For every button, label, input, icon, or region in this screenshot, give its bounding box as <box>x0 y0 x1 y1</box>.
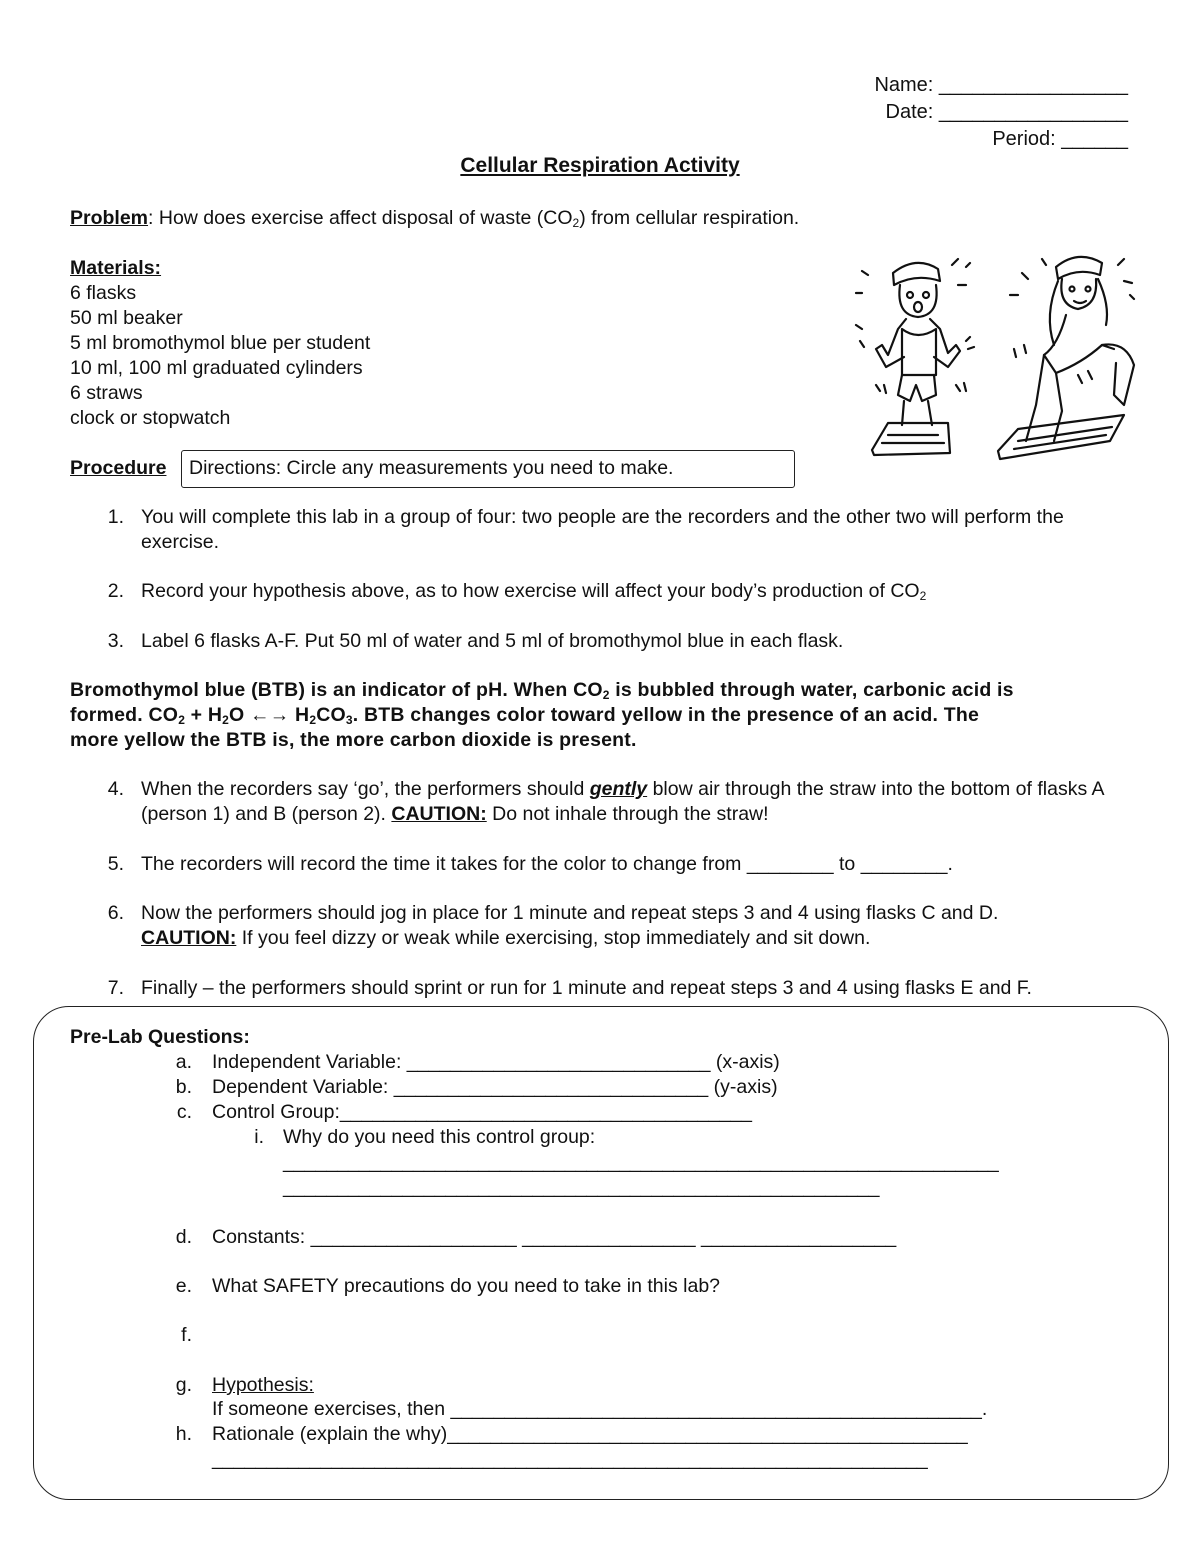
btb-text: formed. CO <box>70 704 179 726</box>
question-letter: b. <box>175 1076 192 1098</box>
step-number: 1. <box>107 506 124 528</box>
material-item: 50 ml beaker <box>70 307 183 329</box>
independent-variable-question[interactable]: Independent Variable: ____________________________ (x-axis) <box>212 1051 780 1073</box>
control-group-why-question: Why do you need this control group: <box>283 1126 596 1148</box>
material-item: 6 flasks <box>70 282 137 304</box>
step-6-text: Now the performers should jog in place for 1 minute and repeat steps 3 and 4 using flasks C and D. <box>141 902 999 924</box>
step-4-main: When the recorders say ‘go’, the performers should <box>141 778 590 800</box>
btb-sub: 2 <box>222 713 230 727</box>
material-item: clock or stopwatch <box>70 407 231 429</box>
problem-sub: 2 <box>572 216 580 230</box>
problem-label: Problem <box>70 207 149 229</box>
btb-line-3: more yellow the BTB is, the more carbon dioxide is present. <box>70 729 637 751</box>
btb-text: is bubbled through water, carbonic acid is <box>609 679 1014 701</box>
problem-text: : How does exercise affect disposal of waste (CO <box>148 207 573 229</box>
question-letter: g. <box>175 1374 192 1396</box>
answer-line[interactable]: __________________________________________________________________ <box>212 1448 928 1470</box>
hypothesis-label: Hypothesis: <box>212 1374 314 1396</box>
btb-text: Bromothymol blue (BTB) is an indicator of pH. When CO <box>70 679 603 701</box>
step-6-caution-line <box>141 926 1141 951</box>
btb-text: O ←→ H <box>229 704 310 726</box>
prelab-title: Pre-Lab Questions: <box>70 1026 250 1048</box>
step-number: 4. <box>107 778 124 800</box>
procedure-label: Procedure <box>70 457 167 479</box>
question-letter: i. <box>254 1126 264 1148</box>
btb-sub: 3 <box>345 713 353 727</box>
answer-line[interactable]: __________________________________________________________________ <box>283 1151 999 1173</box>
btb-line-1 <box>70 678 1014 703</box>
constants-question[interactable]: Constants: ___________________ ________________ __________________ <box>212 1226 897 1248</box>
step-4-text <box>141 777 1141 827</box>
step-number: 6. <box>107 902 124 924</box>
btb-line-2 <box>70 703 979 728</box>
hypothesis-question[interactable]: If someone exercises, then _________________________________________________. <box>212 1398 988 1420</box>
step-5-text: The recorders will record the time it takes for the color to change from ________ to ________. <box>141 853 953 875</box>
step-2-text <box>141 579 1141 604</box>
question-letter: c. <box>176 1101 192 1123</box>
step-2-sub: 2 <box>919 589 927 603</box>
answer-line[interactable]: _______________________________________________________ <box>283 1176 880 1198</box>
step-1-text: You will complete this lab in a group of four: two people are the recorders and the other two will perform the exercise. <box>141 506 1064 553</box>
step-6-caution-text: If you feel dizzy or weak while exercising, stop immediately and sit down. <box>236 927 871 949</box>
control-group-question[interactable]: Control Group:______________________________________ <box>212 1101 753 1123</box>
btb-text: + H <box>185 704 223 726</box>
step-number: 7. <box>107 977 124 999</box>
step-4-end: Do not inhale through the straw! <box>486 803 769 825</box>
step-7-text: Finally – the performers should sprint or run for 1 minute and repeat steps 3 and 4 using flasks E and F. <box>141 977 1032 999</box>
date-field[interactable]: Date: _________________ <box>885 101 1128 123</box>
step-number: 5. <box>107 853 124 875</box>
step-number: 3. <box>107 630 124 652</box>
btb-text: CO <box>316 704 346 726</box>
name-field[interactable]: Name: _________________ <box>874 74 1128 96</box>
step-2-main: Record your hypothesis above, as to how exercise will affect your body’s production of CO <box>141 580 920 602</box>
question-letter: d. <box>175 1226 192 1248</box>
period-field[interactable]: Period: ______ <box>992 128 1128 150</box>
problem-line <box>70 206 799 231</box>
btb-sub: 2 <box>178 713 186 727</box>
materials-label: Materials: <box>70 257 162 279</box>
caution-label: CAUTION: <box>391 803 487 825</box>
step-number: 2. <box>107 580 124 602</box>
question-letter: h. <box>175 1423 192 1445</box>
rationale-question[interactable]: Rationale (explain the why)________________________________________________ <box>212 1423 968 1445</box>
btb-text: . BTB changes color toward yellow in the presence of an acid. The <box>352 704 980 726</box>
caution-label: CAUTION: <box>141 927 237 949</box>
directions-text: Directions: Circle any measurements you need to make. <box>189 457 674 479</box>
safety-question: What SAFETY precautions do you need to take in this lab? <box>212 1275 721 1297</box>
material-item: 10 ml, 100 ml graduated cylinders <box>70 357 363 379</box>
problem-text-end: ) from cellular respiration. <box>579 207 800 229</box>
material-item: 6 straws <box>70 382 143 404</box>
btb-sub: 2 <box>602 688 610 702</box>
step-3-text: Label 6 flasks A-F. Put 50 ml of water and 5 ml of bromothymol blue in each flask. <box>141 630 844 652</box>
btb-sub: 2 <box>309 713 317 727</box>
step-4-mid: blow air through the straw into the bottom of flasks A (person 1) and B (person 2). <box>141 778 1104 825</box>
woman-exercising-icon <box>998 257 1134 459</box>
gently-emphasis: gently <box>589 778 648 800</box>
question-letter: a. <box>175 1051 192 1073</box>
material-item: 5 ml bromothymol blue per student <box>70 332 371 354</box>
man-exercising-icon <box>856 259 974 455</box>
exercise-illustration <box>848 245 1148 470</box>
question-letter: f. <box>181 1324 192 1346</box>
question-letter: e. <box>175 1275 192 1297</box>
page-title: Cellular Respiration Activity <box>460 154 740 177</box>
dependent-variable-question[interactable]: Dependent Variable: _____________________________ (y-axis) <box>212 1076 778 1098</box>
